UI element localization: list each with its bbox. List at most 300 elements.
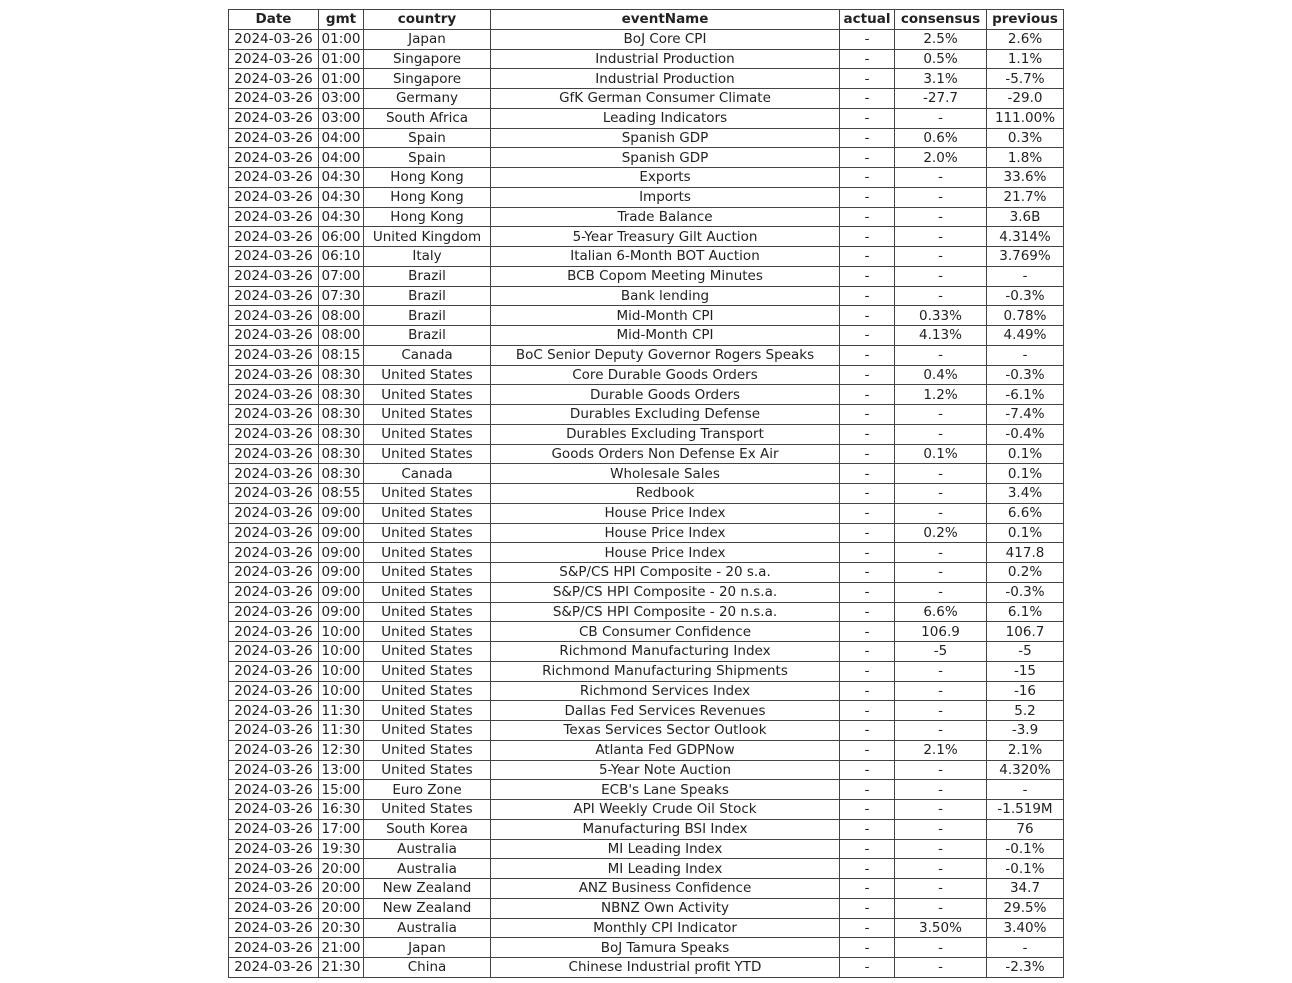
actual-cell: - xyxy=(840,108,895,128)
actual-cell: - xyxy=(840,800,895,820)
event-name-cell: Bank lending xyxy=(491,286,840,306)
event-name-cell: BoC Senior Deputy Governor Rogers Speaks xyxy=(491,345,840,365)
event-name-cell: Durable Goods Orders xyxy=(491,385,840,405)
column-header-country: country xyxy=(364,10,491,30)
date-cell: 2024-03-26 xyxy=(229,642,319,662)
gmt-cell: 10:00 xyxy=(319,681,364,701)
table-row xyxy=(229,484,1064,504)
event-name-cell: 5-Year Treasury Gilt Auction xyxy=(491,227,840,247)
event-name-cell: Industrial Production xyxy=(491,49,840,69)
event-name-cell: BoJ Tamura Speaks xyxy=(491,938,840,958)
gmt-cell: 12:30 xyxy=(319,740,364,760)
gmt-cell: 21:30 xyxy=(319,958,364,978)
gmt-cell: 08:30 xyxy=(319,464,364,484)
date-cell: 2024-03-26 xyxy=(229,89,319,109)
country-cell: Australia xyxy=(364,918,491,938)
gmt-cell: 09:00 xyxy=(319,602,364,622)
gmt-cell: 03:00 xyxy=(319,89,364,109)
date-cell: 2024-03-26 xyxy=(229,563,319,583)
gmt-cell: 16:30 xyxy=(319,800,364,820)
date-cell: 2024-03-26 xyxy=(229,108,319,128)
event-name-cell: House Price Index xyxy=(491,523,840,543)
date-cell: 2024-03-26 xyxy=(229,247,319,267)
date-cell: 2024-03-26 xyxy=(229,444,319,464)
table-row xyxy=(229,523,1064,543)
date-cell: 2024-03-26 xyxy=(229,898,319,918)
gmt-cell: 08:30 xyxy=(319,385,364,405)
column-header-previous: previous xyxy=(987,10,1064,30)
country-cell: United States xyxy=(364,681,491,701)
actual-cell: - xyxy=(840,326,895,346)
country-cell: Singapore xyxy=(364,69,491,89)
table-row xyxy=(229,187,1064,207)
country-cell: Australia xyxy=(364,859,491,879)
country-cell: Brazil xyxy=(364,286,491,306)
country-cell: United States xyxy=(364,503,491,523)
consensus-cell: 0.4% xyxy=(895,365,987,385)
column-header-event-name: eventName xyxy=(491,10,840,30)
event-name-cell: NBNZ Own Activity xyxy=(491,898,840,918)
gmt-cell: 08:55 xyxy=(319,484,364,504)
country-cell: United States xyxy=(364,800,491,820)
gmt-cell: 08:00 xyxy=(319,326,364,346)
previous-cell: 76 xyxy=(987,819,1064,839)
previous-cell: -5.7% xyxy=(987,69,1064,89)
actual-cell: - xyxy=(840,365,895,385)
previous-cell: -2.3% xyxy=(987,958,1064,978)
consensus-cell: - xyxy=(895,345,987,365)
country-cell: United States xyxy=(364,760,491,780)
actual-cell: - xyxy=(840,29,895,49)
table-row xyxy=(229,563,1064,583)
date-cell: 2024-03-26 xyxy=(229,661,319,681)
gmt-cell: 08:30 xyxy=(319,444,364,464)
gmt-cell: 21:00 xyxy=(319,938,364,958)
consensus-cell: 106.9 xyxy=(895,622,987,642)
event-name-cell: ANZ Business Confidence xyxy=(491,879,840,899)
country-cell: Brazil xyxy=(364,326,491,346)
date-cell: 2024-03-26 xyxy=(229,543,319,563)
table-row xyxy=(229,424,1064,444)
gmt-cell: 20:00 xyxy=(319,879,364,899)
country-cell: Germany xyxy=(364,89,491,109)
gmt-cell: 01:00 xyxy=(319,49,364,69)
gmt-cell: 11:30 xyxy=(319,721,364,741)
date-cell: 2024-03-26 xyxy=(229,760,319,780)
consensus-cell: - xyxy=(895,266,987,286)
consensus-cell: - xyxy=(895,543,987,563)
table-row xyxy=(229,444,1064,464)
country-cell: Hong Kong xyxy=(364,207,491,227)
consensus-cell: - xyxy=(895,701,987,721)
consensus-cell: - xyxy=(895,187,987,207)
date-cell: 2024-03-26 xyxy=(229,266,319,286)
actual-cell: - xyxy=(840,622,895,642)
header-row xyxy=(229,10,1064,30)
previous-cell: 3.4% xyxy=(987,484,1064,504)
event-name-cell: Spanish GDP xyxy=(491,128,840,148)
table-row xyxy=(229,642,1064,662)
previous-cell: -1.519M xyxy=(987,800,1064,820)
previous-cell: 3.40% xyxy=(987,918,1064,938)
country-cell: United States xyxy=(364,523,491,543)
country-cell: United States xyxy=(364,385,491,405)
previous-cell: 0.3% xyxy=(987,128,1064,148)
table-row xyxy=(229,385,1064,405)
gmt-cell: 04:00 xyxy=(319,148,364,168)
table-row xyxy=(229,543,1064,563)
event-name-cell: Mid-Month CPI xyxy=(491,306,840,326)
country-cell: Spain xyxy=(364,148,491,168)
country-cell: United States xyxy=(364,721,491,741)
actual-cell: - xyxy=(840,819,895,839)
country-cell: Canada xyxy=(364,464,491,484)
consensus-cell: - xyxy=(895,681,987,701)
table-row xyxy=(229,622,1064,642)
event-name-cell: Dallas Fed Services Revenues xyxy=(491,701,840,721)
event-name-cell: Richmond Manufacturing Index xyxy=(491,642,840,662)
event-name-cell: Texas Services Sector Outlook xyxy=(491,721,840,741)
actual-cell: - xyxy=(840,661,895,681)
date-cell: 2024-03-26 xyxy=(229,69,319,89)
date-cell: 2024-03-26 xyxy=(229,839,319,859)
previous-cell: -0.3% xyxy=(987,365,1064,385)
event-name-cell: Manufacturing BSI Index xyxy=(491,819,840,839)
table-row xyxy=(229,602,1064,622)
date-cell: 2024-03-26 xyxy=(229,424,319,444)
gmt-cell: 10:00 xyxy=(319,642,364,662)
country-cell: United States xyxy=(364,563,491,583)
actual-cell: - xyxy=(840,543,895,563)
table-row xyxy=(229,681,1064,701)
column-header-consensus: consensus xyxy=(895,10,987,30)
date-cell: 2024-03-26 xyxy=(229,780,319,800)
table-row xyxy=(229,108,1064,128)
actual-cell: - xyxy=(840,266,895,286)
event-name-cell: Atlanta Fed GDPNow xyxy=(491,740,840,760)
table-row xyxy=(229,879,1064,899)
date-cell: 2024-03-26 xyxy=(229,503,319,523)
actual-cell: - xyxy=(840,187,895,207)
previous-cell: -0.3% xyxy=(987,286,1064,306)
event-name-cell: Durables Excluding Transport xyxy=(491,424,840,444)
previous-cell: 0.1% xyxy=(987,523,1064,543)
actual-cell: - xyxy=(840,859,895,879)
country-cell: United States xyxy=(364,444,491,464)
consensus-cell: 1.2% xyxy=(895,385,987,405)
country-cell: Japan xyxy=(364,938,491,958)
gmt-cell: 15:00 xyxy=(319,780,364,800)
table-row xyxy=(229,721,1064,741)
gmt-cell: 11:30 xyxy=(319,701,364,721)
table-row xyxy=(229,859,1064,879)
actual-cell: - xyxy=(840,227,895,247)
table-row xyxy=(229,89,1064,109)
actual-cell: - xyxy=(840,918,895,938)
gmt-cell: 08:15 xyxy=(319,345,364,365)
consensus-cell: - xyxy=(895,839,987,859)
actual-cell: - xyxy=(840,740,895,760)
actual-cell: - xyxy=(840,385,895,405)
consensus-cell: 3.1% xyxy=(895,69,987,89)
actual-cell: - xyxy=(840,128,895,148)
previous-cell: -0.1% xyxy=(987,859,1064,879)
consensus-cell: - xyxy=(895,424,987,444)
country-cell: Japan xyxy=(364,29,491,49)
gmt-cell: 09:00 xyxy=(319,503,364,523)
country-cell: Brazil xyxy=(364,306,491,326)
consensus-cell: - xyxy=(895,484,987,504)
event-name-cell: MI Leading Index xyxy=(491,839,840,859)
event-name-cell: CB Consumer Confidence xyxy=(491,622,840,642)
consensus-cell: 3.50% xyxy=(895,918,987,938)
consensus-cell: - xyxy=(895,503,987,523)
gmt-cell: 20:00 xyxy=(319,898,364,918)
previous-cell: - xyxy=(987,266,1064,286)
event-name-cell: Redbook xyxy=(491,484,840,504)
date-cell: 2024-03-26 xyxy=(229,800,319,820)
event-name-cell: Mid-Month CPI xyxy=(491,326,840,346)
date-cell: 2024-03-26 xyxy=(229,484,319,504)
event-name-cell: Monthly CPI Indicator xyxy=(491,918,840,938)
previous-cell: 417.8 xyxy=(987,543,1064,563)
event-name-cell: Spanish GDP xyxy=(491,148,840,168)
actual-cell: - xyxy=(840,938,895,958)
previous-cell: 4.320% xyxy=(987,760,1064,780)
consensus-cell: 0.6% xyxy=(895,128,987,148)
consensus-cell: 2.0% xyxy=(895,148,987,168)
date-cell: 2024-03-26 xyxy=(229,859,319,879)
previous-cell: 34.7 xyxy=(987,879,1064,899)
table-body xyxy=(229,29,1064,977)
table-row xyxy=(229,582,1064,602)
economic-calendar-table xyxy=(228,9,1064,978)
economic-calendar-table-container xyxy=(228,9,1064,978)
consensus-cell: - xyxy=(895,464,987,484)
date-cell: 2024-03-26 xyxy=(229,148,319,168)
actual-cell: - xyxy=(840,444,895,464)
event-name-cell: Goods Orders Non Defense Ex Air xyxy=(491,444,840,464)
actual-cell: - xyxy=(840,898,895,918)
event-name-cell: Durables Excluding Defense xyxy=(491,405,840,425)
actual-cell: - xyxy=(840,563,895,583)
event-name-cell: Exports xyxy=(491,168,840,188)
actual-cell: - xyxy=(840,721,895,741)
gmt-cell: 04:30 xyxy=(319,187,364,207)
gmt-cell: 06:00 xyxy=(319,227,364,247)
table-row xyxy=(229,247,1064,267)
gmt-cell: 13:00 xyxy=(319,760,364,780)
country-cell: United States xyxy=(364,622,491,642)
event-name-cell: Chinese Industrial profit YTD xyxy=(491,958,840,978)
date-cell: 2024-03-26 xyxy=(229,49,319,69)
table-row xyxy=(229,800,1064,820)
country-cell: China xyxy=(364,958,491,978)
date-cell: 2024-03-26 xyxy=(229,207,319,227)
date-cell: 2024-03-26 xyxy=(229,938,319,958)
date-cell: 2024-03-26 xyxy=(229,721,319,741)
actual-cell: - xyxy=(840,582,895,602)
table-row xyxy=(229,227,1064,247)
table-row xyxy=(229,168,1064,188)
consensus-cell: 2.5% xyxy=(895,29,987,49)
event-name-cell: Richmond Manufacturing Shipments xyxy=(491,661,840,681)
table-row xyxy=(229,760,1064,780)
country-cell: United States xyxy=(364,405,491,425)
table-row xyxy=(229,701,1064,721)
previous-cell: -0.4% xyxy=(987,424,1064,444)
consensus-cell: - xyxy=(895,879,987,899)
gmt-cell: 08:30 xyxy=(319,405,364,425)
date-cell: 2024-03-26 xyxy=(229,740,319,760)
country-cell: Australia xyxy=(364,839,491,859)
date-cell: 2024-03-26 xyxy=(229,582,319,602)
consensus-cell: 0.33% xyxy=(895,306,987,326)
gmt-cell: 04:00 xyxy=(319,128,364,148)
actual-cell: - xyxy=(840,49,895,69)
table-row xyxy=(229,148,1064,168)
country-cell: United States xyxy=(364,701,491,721)
actual-cell: - xyxy=(840,148,895,168)
date-cell: 2024-03-26 xyxy=(229,879,319,899)
table-row xyxy=(229,365,1064,385)
previous-cell: 4.49% xyxy=(987,326,1064,346)
consensus-cell: - xyxy=(895,108,987,128)
previous-cell: -6.1% xyxy=(987,385,1064,405)
date-cell: 2024-03-26 xyxy=(229,622,319,642)
country-cell: Canada xyxy=(364,345,491,365)
gmt-cell: 01:00 xyxy=(319,69,364,89)
date-cell: 2024-03-26 xyxy=(229,286,319,306)
previous-cell: - xyxy=(987,780,1064,800)
actual-cell: - xyxy=(840,484,895,504)
gmt-cell: 04:30 xyxy=(319,168,364,188)
table-header xyxy=(229,10,1064,30)
actual-cell: - xyxy=(840,306,895,326)
actual-cell: - xyxy=(840,839,895,859)
actual-cell: - xyxy=(840,286,895,306)
table-row xyxy=(229,326,1064,346)
gmt-cell: 04:30 xyxy=(319,207,364,227)
event-name-cell: Wholesale Sales xyxy=(491,464,840,484)
consensus-cell: - xyxy=(895,760,987,780)
consensus-cell: - xyxy=(895,661,987,681)
gmt-cell: 10:00 xyxy=(319,622,364,642)
gmt-cell: 07:00 xyxy=(319,266,364,286)
previous-cell: 5.2 xyxy=(987,701,1064,721)
previous-cell: -0.3% xyxy=(987,582,1064,602)
actual-cell: - xyxy=(840,247,895,267)
event-name-cell: House Price Index xyxy=(491,503,840,523)
gmt-cell: 08:00 xyxy=(319,306,364,326)
actual-cell: - xyxy=(840,602,895,622)
date-cell: 2024-03-26 xyxy=(229,602,319,622)
consensus-cell: - xyxy=(895,721,987,741)
date-cell: 2024-03-26 xyxy=(229,326,319,346)
table-row xyxy=(229,839,1064,859)
actual-cell: - xyxy=(840,424,895,444)
consensus-cell: - xyxy=(895,563,987,583)
previous-cell: 111.00% xyxy=(987,108,1064,128)
country-cell: United States xyxy=(364,740,491,760)
date-cell: 2024-03-26 xyxy=(229,701,319,721)
actual-cell: - xyxy=(840,503,895,523)
previous-cell: 6.6% xyxy=(987,503,1064,523)
actual-cell: - xyxy=(840,958,895,978)
previous-cell: - xyxy=(987,938,1064,958)
date-cell: 2024-03-26 xyxy=(229,306,319,326)
gmt-cell: 10:00 xyxy=(319,661,364,681)
date-cell: 2024-03-26 xyxy=(229,345,319,365)
table-row xyxy=(229,405,1064,425)
gmt-cell: 03:00 xyxy=(319,108,364,128)
table-row xyxy=(229,780,1064,800)
column-header-actual: actual xyxy=(840,10,895,30)
date-cell: 2024-03-26 xyxy=(229,227,319,247)
actual-cell: - xyxy=(840,681,895,701)
table-row xyxy=(229,938,1064,958)
previous-cell: 29.5% xyxy=(987,898,1064,918)
country-cell: South Africa xyxy=(364,108,491,128)
date-cell: 2024-03-26 xyxy=(229,168,319,188)
gmt-cell: 08:30 xyxy=(319,365,364,385)
country-cell: United States xyxy=(364,642,491,662)
previous-cell: 4.314% xyxy=(987,227,1064,247)
gmt-cell: 08:30 xyxy=(319,424,364,444)
actual-cell: - xyxy=(840,523,895,543)
date-cell: 2024-03-26 xyxy=(229,385,319,405)
actual-cell: - xyxy=(840,345,895,365)
country-cell: Brazil xyxy=(364,266,491,286)
consensus-cell: 0.1% xyxy=(895,444,987,464)
event-name-cell: Industrial Production xyxy=(491,69,840,89)
table-row xyxy=(229,740,1064,760)
previous-cell: 0.1% xyxy=(987,444,1064,464)
table-row xyxy=(229,286,1064,306)
country-cell: Hong Kong xyxy=(364,187,491,207)
consensus-cell: - xyxy=(895,800,987,820)
event-name-cell: S&P/CS HPI Composite - 20 n.s.a. xyxy=(491,602,840,622)
event-name-cell: ECB's Lane Speaks xyxy=(491,780,840,800)
consensus-cell: - xyxy=(895,247,987,267)
event-name-cell: BCB Copom Meeting Minutes xyxy=(491,266,840,286)
country-cell: United States xyxy=(364,602,491,622)
previous-cell: 0.1% xyxy=(987,464,1064,484)
consensus-cell: - xyxy=(895,405,987,425)
table-row xyxy=(229,345,1064,365)
consensus-cell: - xyxy=(895,859,987,879)
event-name-cell: Trade Balance xyxy=(491,207,840,227)
previous-cell: 3.6B xyxy=(987,207,1064,227)
date-cell: 2024-03-26 xyxy=(229,405,319,425)
previous-cell: 0.78% xyxy=(987,306,1064,326)
table-row xyxy=(229,503,1064,523)
gmt-cell: 09:00 xyxy=(319,563,364,583)
actual-cell: - xyxy=(840,760,895,780)
event-name-cell: Leading Indicators xyxy=(491,108,840,128)
consensus-cell: - xyxy=(895,168,987,188)
consensus-cell: - xyxy=(895,898,987,918)
previous-cell: -5 xyxy=(987,642,1064,662)
previous-cell: -3.9 xyxy=(987,721,1064,741)
previous-cell: 2.1% xyxy=(987,740,1064,760)
previous-cell: -15 xyxy=(987,661,1064,681)
consensus-cell: 6.6% xyxy=(895,602,987,622)
previous-cell: 0.2% xyxy=(987,563,1064,583)
event-name-cell: GfK German Consumer Climate xyxy=(491,89,840,109)
previous-cell: 1.8% xyxy=(987,148,1064,168)
consensus-cell: -27.7 xyxy=(895,89,987,109)
